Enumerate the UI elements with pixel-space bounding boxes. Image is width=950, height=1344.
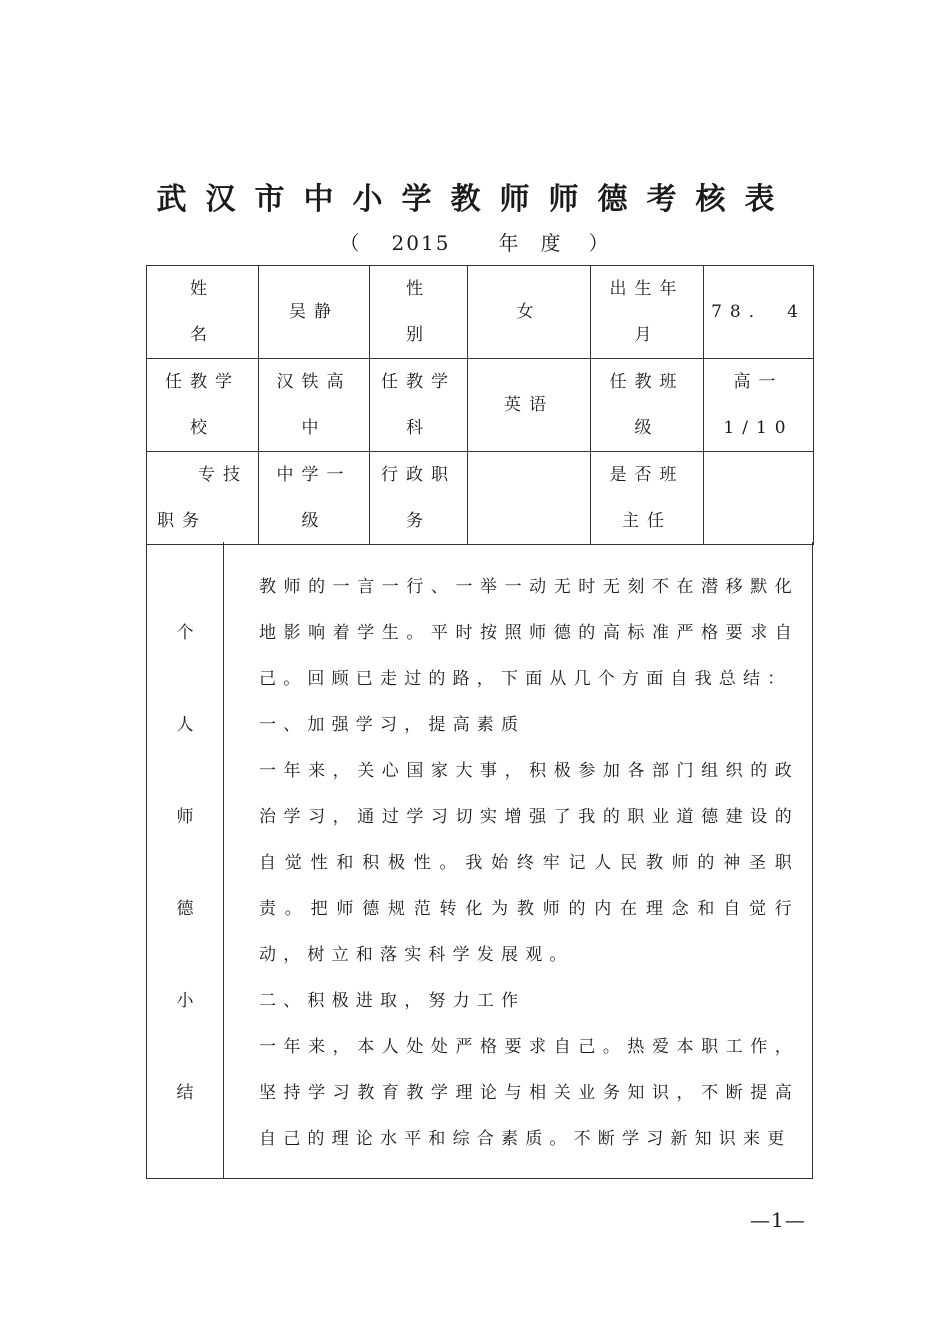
info-row bbox=[147, 266, 814, 359]
info-row bbox=[147, 452, 814, 545]
info-label-line: 月 bbox=[634, 325, 660, 345]
info-cell bbox=[468, 266, 591, 359]
info-label-line: 高一 bbox=[733, 372, 784, 392]
info-cell bbox=[147, 452, 259, 545]
info-cell bbox=[259, 359, 370, 452]
info-label-line: 任教学 bbox=[165, 372, 240, 392]
info-label-line: 主任 bbox=[622, 511, 672, 531]
year-open-paren: （ bbox=[339, 231, 362, 255]
summary-paragraph: 一、加强学习，提高素质 bbox=[259, 715, 526, 735]
info-cell bbox=[147, 266, 259, 359]
info-label-line: 行政职 bbox=[381, 465, 456, 485]
year-value: 2015 bbox=[391, 231, 451, 255]
form-title: 武汉市中小学教师师德考核表 bbox=[156, 182, 794, 217]
info-cell bbox=[704, 266, 814, 359]
info-label-line: 出生年 bbox=[609, 279, 685, 299]
info-label-line: 姓 bbox=[190, 279, 215, 299]
info-label-line: 任教班 bbox=[609, 372, 685, 392]
summary-paragraph: 一年来，本人处处严格要求自己。热爱本职工作，坚持学习教育教学理论与相关业务知识，不断提高自己的理论水平和综合素质。不断学习新知识来更 bbox=[259, 1037, 799, 1149]
info-label-line: 务 bbox=[406, 511, 431, 531]
summary-label-char: 小 bbox=[176, 991, 194, 1011]
summary-label-char: 师 bbox=[176, 807, 194, 827]
summary-paragraph: 二、积极进取，努力工作 bbox=[259, 991, 526, 1011]
info-cell bbox=[147, 359, 259, 452]
info-label-line: 是否班 bbox=[609, 465, 685, 485]
info-cell bbox=[370, 452, 468, 545]
summary-label-column bbox=[147, 542, 224, 1178]
info-cell bbox=[704, 359, 814, 452]
info-label-line: 级 bbox=[301, 511, 327, 531]
info-row bbox=[147, 359, 814, 452]
year-label: 年度 bbox=[498, 231, 583, 255]
info-cell bbox=[259, 266, 370, 359]
info-cell bbox=[704, 452, 814, 545]
info-value: 女 bbox=[516, 302, 542, 322]
info-label-line: 性 bbox=[406, 279, 431, 299]
summary-label-char: 结 bbox=[176, 1083, 194, 1103]
summary-label-char: 德 bbox=[176, 899, 194, 919]
info-label-line: 中 bbox=[301, 418, 327, 438]
info-cell bbox=[468, 452, 591, 545]
summary-paragraph: 教师的一言一行、一举一动无时无刻不在潜移默化地影响着学生。平时按照师德的高标准严格要求自己。回顾已走过的路，下面从几个方面自我总结： bbox=[259, 577, 799, 689]
info-cell bbox=[370, 359, 468, 452]
info-label-line: 名 bbox=[190, 325, 215, 345]
summary-label-char: 人 bbox=[176, 715, 194, 735]
personal-ethics-summary bbox=[146, 542, 813, 1179]
summary-text bbox=[259, 564, 799, 1162]
info-label-line: 专技 bbox=[198, 465, 248, 485]
info-value: 78． 4 bbox=[711, 302, 806, 322]
summary-label-char: 个 bbox=[176, 623, 194, 643]
teacher-info-table bbox=[146, 265, 814, 545]
info-label-line: 科 bbox=[406, 418, 431, 438]
page-number: —1— bbox=[750, 1208, 806, 1232]
info-cell bbox=[370, 266, 468, 359]
form-year-line bbox=[0, 228, 950, 258]
info-cell bbox=[468, 359, 591, 452]
year-close-paren: ） bbox=[588, 231, 611, 255]
info-cell bbox=[591, 452, 704, 545]
info-value: 吴静 bbox=[289, 302, 339, 322]
info-label-line: 级 bbox=[634, 418, 660, 438]
info-label-line: 汉铁高 bbox=[276, 372, 352, 392]
info-label-line: 任教学 bbox=[381, 372, 456, 392]
info-cell bbox=[259, 452, 370, 545]
summary-paragraph: 一年来，关心国家大事，积极参加各部门组织的政治学习，通过学习切实增强了我的职业道德建设的自觉性和积极性。我始终牢记人民教师的神圣职责。把师德规范转化为教师的内在理念和自觉行动，树立和落实科学发展观。 bbox=[259, 761, 799, 965]
info-label-line: 别 bbox=[406, 325, 431, 345]
info-cell bbox=[591, 359, 704, 452]
info-label-line: 1/10 bbox=[723, 418, 794, 438]
info-label-line: 校 bbox=[190, 418, 215, 438]
info-cell bbox=[591, 266, 704, 359]
info-value: 英语 bbox=[504, 395, 554, 415]
info-label-line: 中学一 bbox=[276, 465, 352, 485]
info-label-line: 职务 bbox=[157, 511, 207, 531]
